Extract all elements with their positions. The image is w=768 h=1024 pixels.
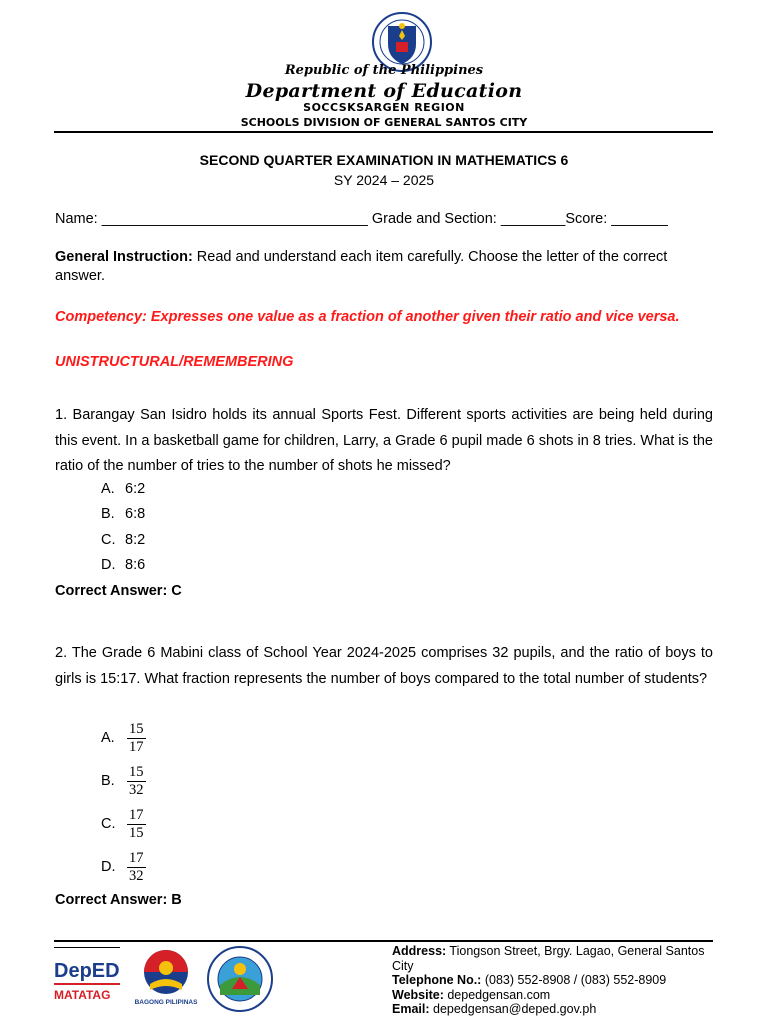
footer-website xyxy=(392,988,722,1003)
footer-accent-line xyxy=(54,947,120,948)
school-year: SY 2024 – 2025 xyxy=(333,172,435,188)
footer-contact-info xyxy=(392,944,722,1017)
competency-text: Competency: Expresses one value as a fraction of another given their ratio and vice versa. xyxy=(55,309,680,325)
student-info-line: Name: _________________________________ Grade and Section: ________Score: _______ xyxy=(55,211,668,227)
svg-text:BAGONG PILIPINAS: BAGONG PILIPINAS xyxy=(134,999,198,1006)
choice-value: 8:6 xyxy=(125,557,146,573)
website-value[interactable]: depedgensan.com xyxy=(443,987,551,1002)
choice-value: 8:2 xyxy=(125,532,146,548)
footer-email xyxy=(392,1002,722,1017)
q1-choice-a xyxy=(101,481,145,497)
footer-address xyxy=(392,944,722,973)
choice-letter: B. xyxy=(101,773,115,789)
svg-text:DepED: DepED xyxy=(54,960,120,982)
header-divider xyxy=(54,131,713,133)
choice-letter: D. xyxy=(101,557,116,573)
choice-letter: A. xyxy=(101,481,115,497)
fraction-denominator: 17 xyxy=(129,738,144,755)
fraction-denominator: 32 xyxy=(129,867,144,884)
q2-choice-b xyxy=(101,762,146,800)
fraction xyxy=(127,722,146,755)
q2-choice-a xyxy=(101,719,146,757)
fraction-numerator: 15 xyxy=(129,763,144,780)
fraction xyxy=(127,765,146,798)
email-label: Email: xyxy=(392,1002,430,1016)
fraction-denominator: 15 xyxy=(129,824,144,841)
department-heading: Department of Education xyxy=(245,80,523,102)
fraction xyxy=(127,851,146,884)
fraction-numerator: 17 xyxy=(129,849,144,866)
q2-correct-answer: Correct Answer: B xyxy=(55,892,182,908)
address-label: Address: xyxy=(392,944,447,958)
choice-letter: A. xyxy=(101,730,115,746)
general-instruction-label: General Instruction: xyxy=(55,249,193,265)
region-heading: SOCCSKSARGEN REGION xyxy=(303,101,465,114)
competency-level: UNISTRUCTURAL/REMEMBERING xyxy=(55,354,294,370)
q2-choice-c xyxy=(101,805,146,843)
svg-text:MATATAG: MATATAG xyxy=(54,988,111,1002)
question-1-text: 1. Barangay San Isidro holds its annual Sports Fest. Different sports activities are being held during this event. In a basketball game for children, Larry, a Grade 6 pupil made 6 shots in 8 tries. What is the ratio of the number of tries to the number of shots he missed? xyxy=(55,407,713,474)
choice-letter: C. xyxy=(101,532,116,548)
fraction xyxy=(127,808,146,841)
website-label: Website: xyxy=(392,987,444,1002)
q1-choice-b xyxy=(101,506,145,522)
bagong-pilipinas-logo xyxy=(130,946,202,1008)
q1-choice-c xyxy=(101,532,145,548)
q2-choice-d xyxy=(101,848,146,886)
email-value[interactable]: depedgensan@deped.gov.ph xyxy=(429,1002,597,1016)
question-2-text: 2. The Grade 6 Mabini class of School Year 2024-2025 comprises 32 pupils, and the ratio of boys to girls is 15:17. What fraction represents the number of boys compared to the total number of students? xyxy=(55,645,713,687)
general-instruction-text: Read and understand each item carefully. Choose the letter of the correct answer. xyxy=(55,249,668,284)
q1-correct-answer: Correct Answer: C xyxy=(55,583,182,599)
footer-divider xyxy=(54,940,713,942)
schools-division-seal-logo xyxy=(206,945,274,1013)
telephone-label: Telephone No.: xyxy=(392,973,482,987)
general-instruction xyxy=(55,248,695,286)
exam-title: SECOND QUARTER EXAMINATION IN MATHEMATICS 6 xyxy=(199,152,569,168)
choice-letter: D. xyxy=(101,859,116,875)
choice-value: 6:2 xyxy=(125,481,146,497)
fraction-denominator: 32 xyxy=(129,781,144,798)
footer-telephone xyxy=(392,973,722,988)
q1-choice-d xyxy=(101,557,145,573)
choice-letter: B. xyxy=(101,506,115,522)
telephone-value: (083) 552-8908 / (083) 552-8909 xyxy=(481,973,667,987)
choice-letter: C. xyxy=(101,816,116,832)
fraction-numerator: 15 xyxy=(129,720,144,737)
republic-heading: Republic of the Philippines xyxy=(284,63,484,78)
fraction-numerator: 17 xyxy=(129,806,144,823)
choice-value: 6:8 xyxy=(125,506,146,522)
address-value: Tiongson Street, Brgy. Lagao, General Santos City xyxy=(392,944,705,973)
division-heading: SCHOOLS DIVISION OF GENERAL SANTOS CITY xyxy=(240,116,528,129)
deped-matatag-logo xyxy=(54,955,122,1007)
